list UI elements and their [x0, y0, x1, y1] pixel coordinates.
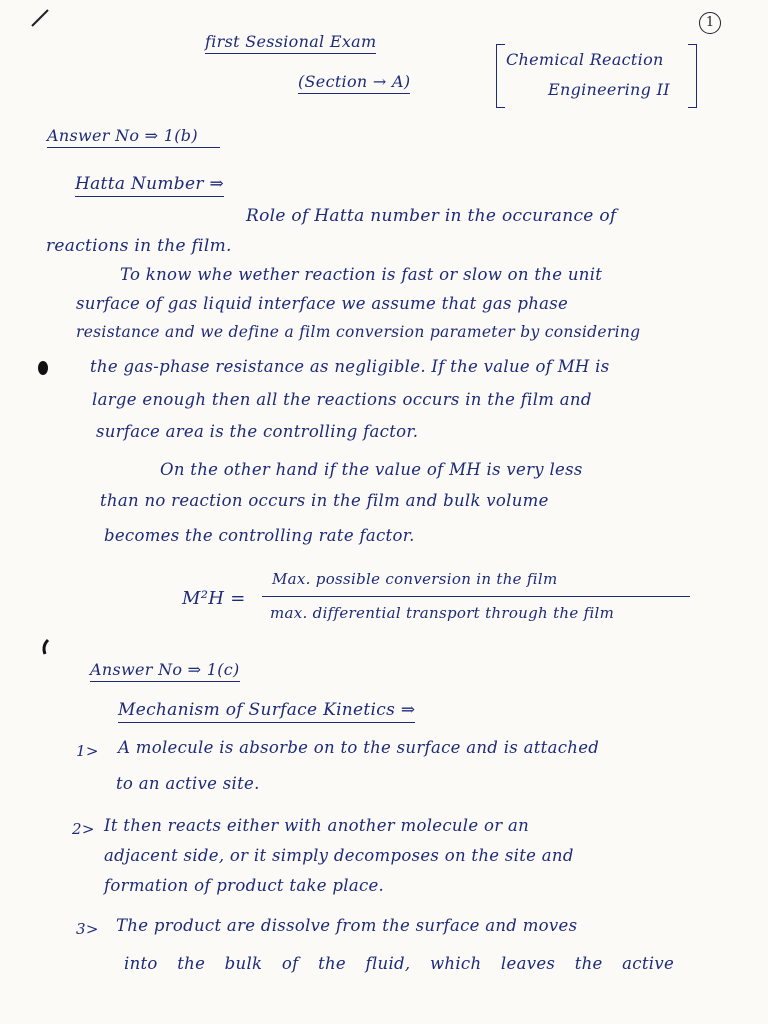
body-line-10: than no reaction occurs in the film and bulk volume: [100, 491, 549, 510]
formula-denominator: max. differential transport through the film: [270, 604, 615, 622]
pen-stroke-mark: [30, 8, 50, 28]
margin-mark: [40, 638, 52, 656]
body-line-5: resistance and we define a film conversion parameter by considering: [76, 323, 641, 341]
body-line-2: reactions in the film.: [46, 236, 232, 256]
item-1-line-2: to an active site.: [116, 774, 260, 793]
item-2-line-1: It then reacts either with another molecule or an: [104, 816, 530, 835]
body-line-1: Role of Hatta number in the occurance of: [246, 206, 617, 226]
item-2-number: 2>: [72, 820, 95, 838]
formula-lhs: M²H =: [182, 588, 246, 609]
item-3-line-2: into the bulk of the fluid, which leaves the active: [124, 954, 675, 973]
page-number-badge: [699, 12, 721, 34]
item-2-line-3: formation of product take place.: [104, 876, 385, 895]
body-line-11: becomes the controlling rate factor.: [104, 526, 415, 545]
surface-kinetics-topic: Mechanism of Surface Kinetics ⇒: [118, 700, 415, 723]
answer-1c-heading: Answer No ⇒ 1(c): [90, 660, 240, 682]
body-line-4: surface of gas liquid interface we assume that gas phase: [76, 294, 569, 313]
item-3-line-1: The product are dissolve from the surface and moves: [116, 916, 578, 935]
subject-line-1: Chemical Reaction: [506, 50, 664, 69]
item-1-line-1: A molecule is absorbe on to the surface and is attached: [118, 738, 600, 757]
exam-title: first Sessional Exam: [205, 32, 376, 54]
item-3-number: 3>: [76, 920, 99, 938]
bullet-dot: [36, 360, 50, 376]
body-line-9: On the other hand if the value of MH is very less: [160, 460, 583, 479]
page-number: 1: [705, 15, 715, 30]
fraction-bar: [262, 596, 690, 597]
subject-line-2: Engineering II: [548, 80, 670, 99]
subject-right-bracket: [688, 44, 697, 108]
answer-1b-heading: Answer No ⇒ 1(b): [47, 126, 220, 148]
hatta-number-topic: Hatta Number ⇒: [75, 174, 224, 197]
item-1-number: 1>: [76, 742, 99, 760]
body-line-8: surface area is the controlling factor.: [96, 422, 419, 441]
item-2-line-2: adjacent side, or it simply decomposes on the site and: [104, 846, 574, 865]
formula-numerator: Max. possible conversion in the film: [272, 570, 558, 588]
body-line-6: the gas-phase resistance as negligible. If the value of MH is: [90, 357, 610, 376]
subject-left-bracket: [496, 44, 505, 108]
body-line-7: large enough then all the reactions occurs in the film and: [92, 390, 592, 409]
body-line-3: To know whe wether reaction is fast or slow on the unit: [120, 265, 603, 284]
exam-section: (Section → A): [298, 72, 410, 94]
